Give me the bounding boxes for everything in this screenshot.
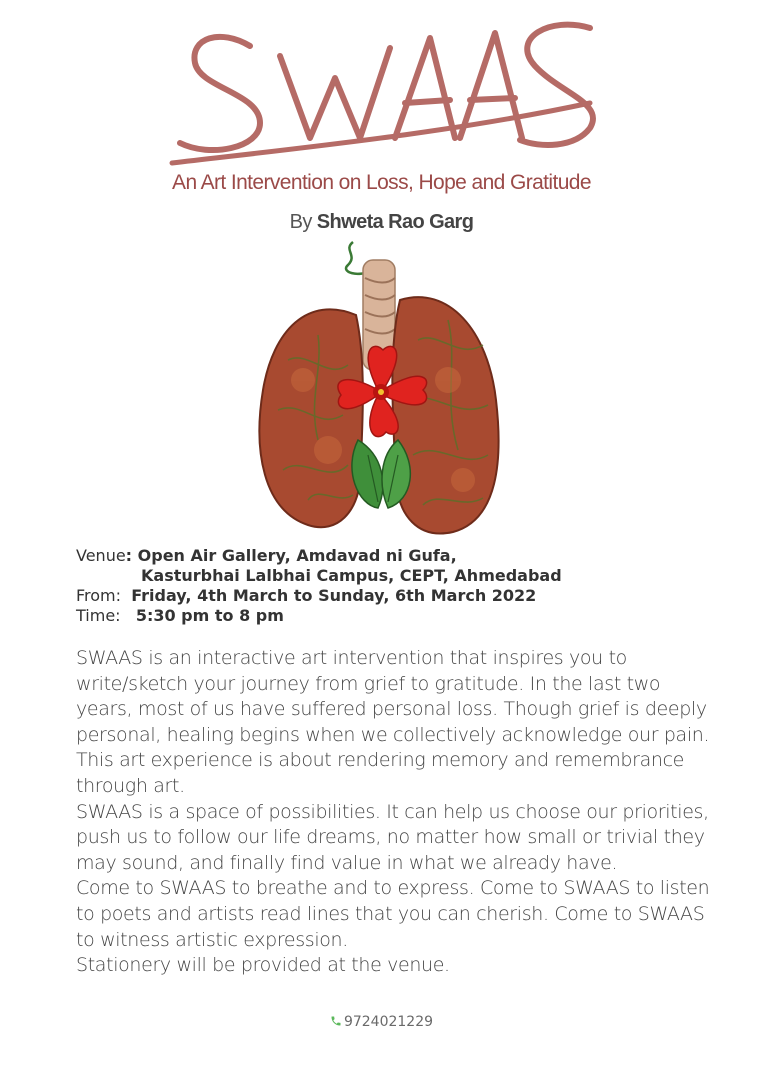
venue-label: Venue bbox=[76, 546, 126, 565]
byline bbox=[0, 211, 763, 234]
from-value: Friday, 4th March to Sunday, 6th March 2022 bbox=[131, 586, 537, 605]
time-label: Time: bbox=[76, 606, 136, 625]
phone-contact[interactable] bbox=[0, 1014, 763, 1030]
venue-line1: : Open Air Gallery, Amdavad ni Gufa, bbox=[125, 546, 457, 565]
time-row bbox=[76, 606, 716, 626]
description-paragraph: SWAAS is a space of possibilities. It can help us choose our priorities, push us to follow our life dreams, no matter how small or trivial they may sound, and finally find value in what we already have. bbox=[76, 800, 709, 874]
phone-number: 9724021229 bbox=[343, 1014, 434, 1030]
description bbox=[76, 646, 716, 979]
description-paragraph: SWAAS is an interactive art intervention that inspires you to write/sketch your journey from grief to gratitude. In the last two years, most of us have suffered personal loss. Though grief is deeply personal, healing begins when we collectively acknowledge our pain. This art experience is about rendering memory and remembrance through art. bbox=[76, 647, 710, 797]
from-row bbox=[76, 586, 716, 606]
byline-prefix: By bbox=[289, 211, 317, 233]
subtitle: An Art Intervention on Loss, Hope and Gratitude bbox=[172, 171, 591, 194]
venue-line2: Kasturbhai Lalbhai Campus, CEPT, Ahmedabad bbox=[141, 566, 562, 585]
description-paragraph: Come to SWAAS to breathe and to express. Come to SWAAS to listen to poets and artists read lines that you can cherish. Come to SWAAS to witness artistic expression. bbox=[76, 877, 710, 951]
lungs-illustration bbox=[248, 240, 508, 545]
venue-row bbox=[76, 546, 716, 566]
time-value: 5:30 pm to 8 pm bbox=[135, 606, 284, 625]
from-label: From: bbox=[76, 586, 132, 605]
description-paragraph: Stationery will be provided at the venue. bbox=[76, 954, 450, 977]
title-lettering bbox=[150, 8, 610, 178]
artist-name: Shweta Rao Garg bbox=[316, 211, 474, 233]
event-details bbox=[76, 546, 716, 626]
phone-icon bbox=[330, 1015, 342, 1027]
